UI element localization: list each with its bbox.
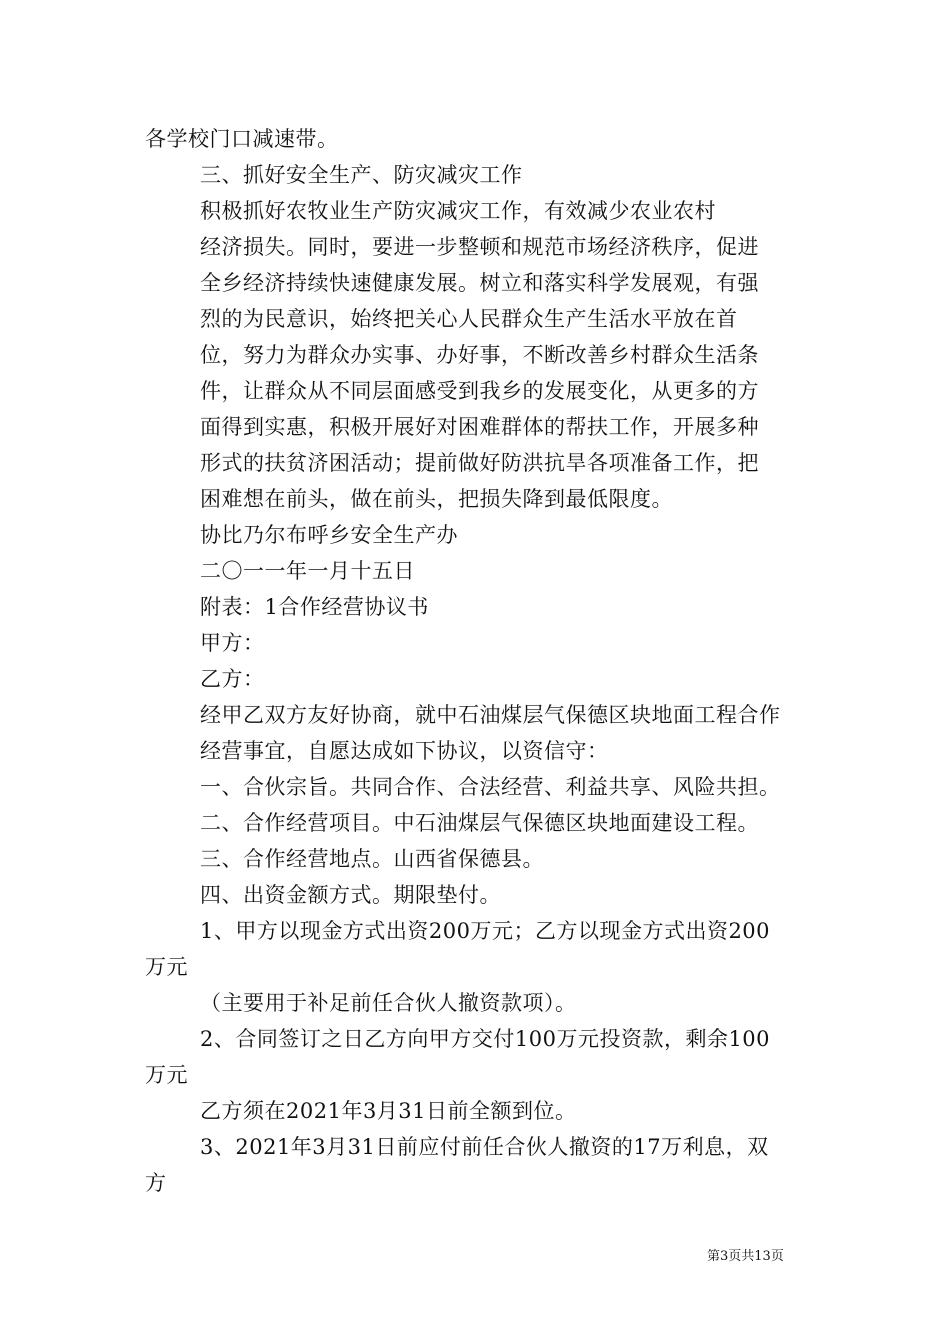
text-line: 困难想在前头，做在前头，把损失降到最低限度。 xyxy=(200,487,673,511)
text-line: 形式的扶贫济困活动；提前做好防洪抗旱各项准备工作，把 xyxy=(200,451,759,475)
text-line: 面得到实惠，积极开展好对困难群体的帮扶工作，开展多种 xyxy=(200,415,759,439)
text-line: 3、2021年3月31日前应付前任合伙人撤资的17万利息，双 xyxy=(200,1135,769,1159)
page-footer: 第3页共13页 xyxy=(707,1249,784,1264)
party-b-label: 乙方： xyxy=(200,667,265,691)
text-line: 三、合作经营地点。山西省保德县。 xyxy=(200,847,544,871)
text-line: 位，努力为群众办实事、办好事，不断改善乡村群众生活条 xyxy=(200,343,759,367)
party-a-label: 甲方： xyxy=(200,631,265,655)
section-heading: 三、抓好安全生产、防灾减灾工作 xyxy=(200,163,523,187)
text-line: 各学校门口减速带。 xyxy=(145,127,339,151)
text-line: 方 xyxy=(145,1171,167,1195)
text-line: 全乡经济持续快速健康发展。树立和落实科学发展观，有强 xyxy=(200,271,759,295)
text-line: 二、合作经营项目。中石油煤层气保德区块地面建设工程。 xyxy=(200,811,759,835)
text-line: 件，让群众从不同层面感受到我乡的发展变化，从更多的方 xyxy=(200,379,759,403)
text-line: 经甲乙双方友好协商，就中石油煤层气保德区块地面工程合作 xyxy=(200,703,781,727)
text-line: 经济损失。同时，要进一步整顿和规范市场经济秩序，促进 xyxy=(200,235,759,259)
text-line: 四、出资金额方式。期限垫付。 xyxy=(200,883,501,907)
text-line: 积极抓好农牧业生产防灾减灾工作，有效减少农业农村 xyxy=(200,199,716,223)
text-line: （主要用于补足前任合伙人撤资款项）。 xyxy=(200,991,577,1015)
text-line: 2、合同签订之日乙方向甲方交付100万元投资款，剩余100 xyxy=(200,1027,771,1051)
text-line: 一、合伙宗旨。共同合作、合法经营、利益共享、风险共担。 xyxy=(200,775,781,799)
text-line: 经营事宜，自愿达成如下协议，以资信守： xyxy=(200,739,609,763)
appendix-title: 附表：1合作经营协议书 xyxy=(200,595,429,619)
text-line: 乙方须在2021年3月31日前全额到位。 xyxy=(200,1099,577,1123)
text-line: 万元 xyxy=(145,955,188,979)
text-line: 万元 xyxy=(145,1063,188,1087)
signature-org: 协比乃尔布呼乡安全生产办 xyxy=(200,523,458,547)
text-line: 1、甲方以现金方式出资200万元；乙方以现金方式出资200 xyxy=(200,919,771,943)
text-line: 烈的为民意识，始终把关心人民群众生产生活水平放在首 xyxy=(200,307,738,331)
signature-date: 二〇一一年一月十五日 xyxy=(200,559,415,583)
